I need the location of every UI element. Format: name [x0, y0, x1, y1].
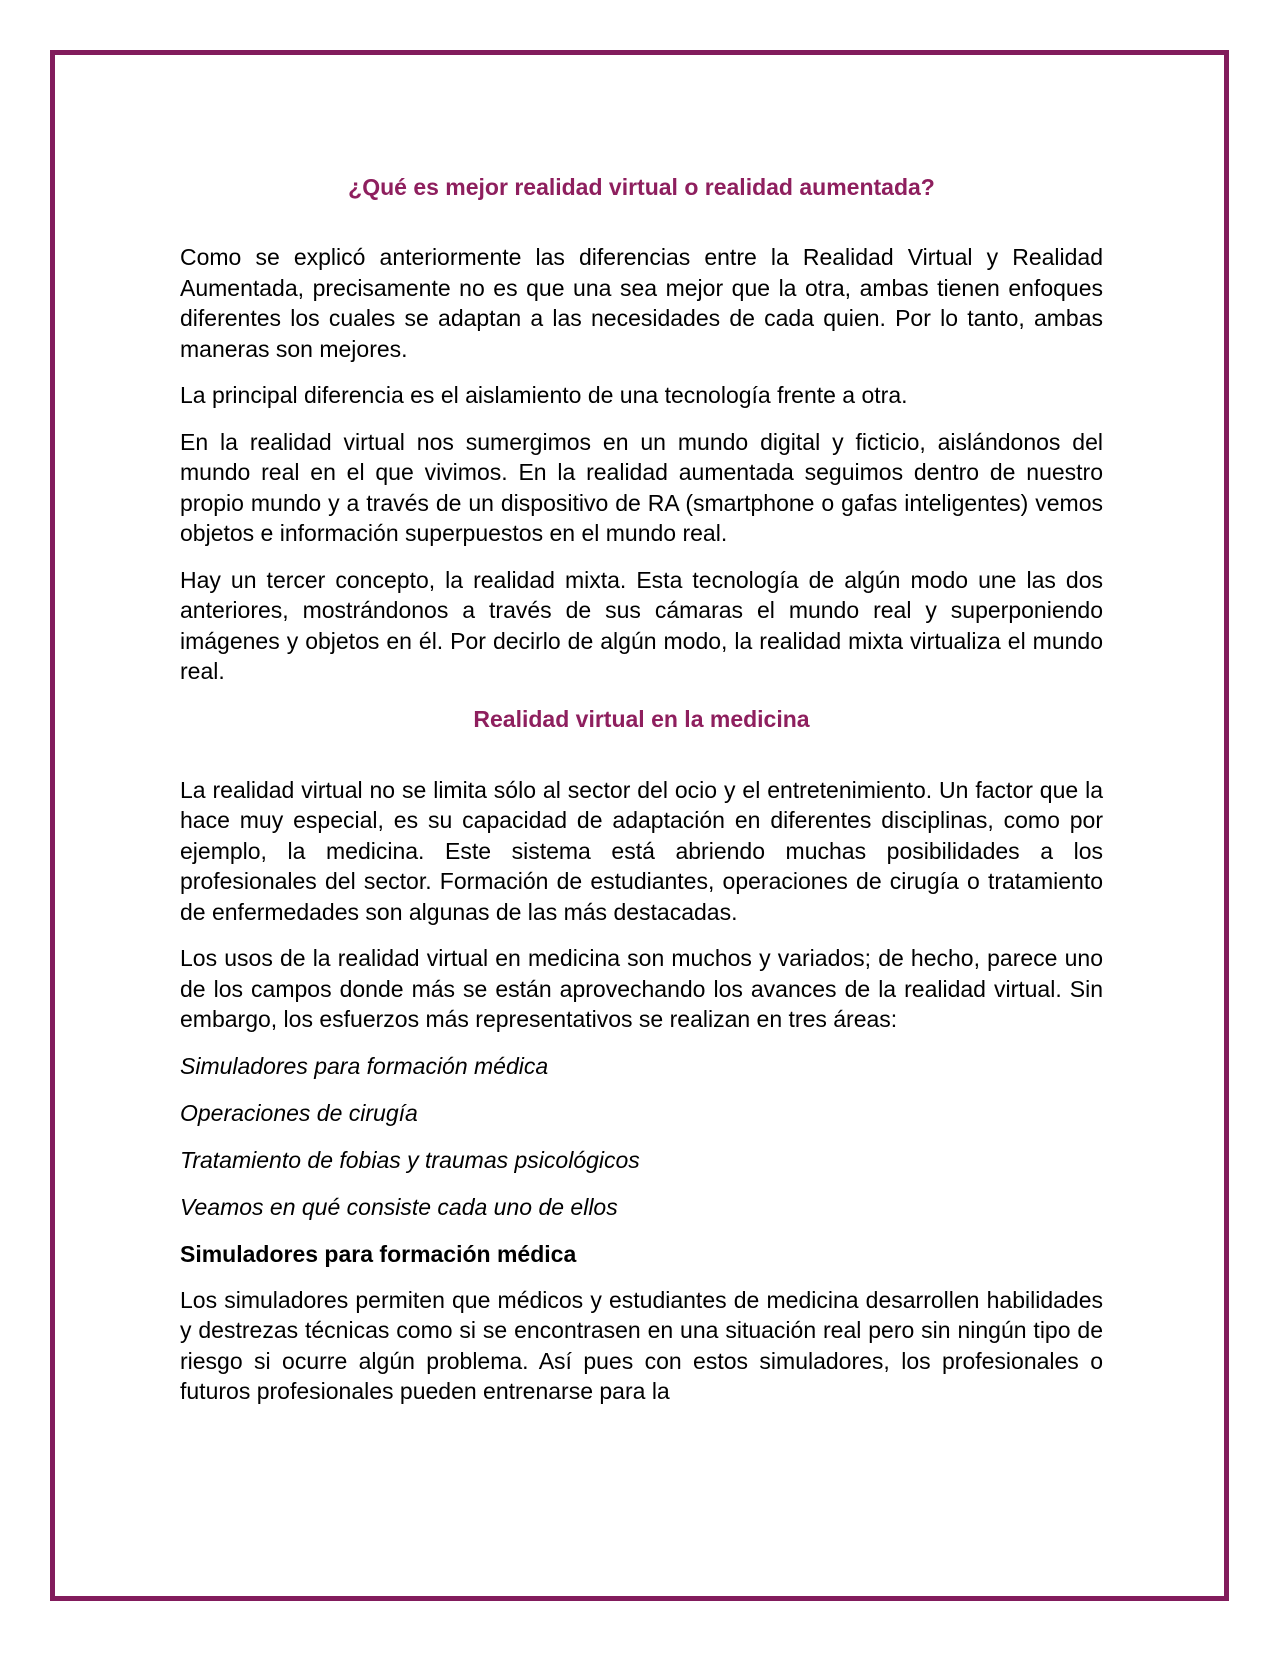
- paragraph-mixed-reality: Hay un tercer concepto, la realidad mixta. Esta tecnología de algún modo une las dos anteriores, mostrándonos a través de sus cámaras el mundo real y superponiendo imágenes y objetos en él. Por decirlo de algún modo, la realidad mixta virtualiza el mundo real.: [180, 566, 1103, 684]
- area-item: Simuladores para formación médica: [180, 1052, 549, 1079]
- paragraph-medicine-intro: La realidad virtual no se limita sólo al sector del ocio y el entretenimiento. Un factor que la hace muy especial, es su capacidad de adaptación en diferentes disciplinas, como por ejemplo, la medicina. Este sistema está abriendo muchas posibilidades a los profesionales del sector. Formación de estudiantes, operaciones de cirugía o tratamiento de enfermedades son algunas de las más destacadas.: [180, 776, 1103, 925]
- area-item: Tratamiento de fobias y traumas psicológicos: [180, 1146, 640, 1173]
- paragraph-vr-vs-ar: En la realidad virtual nos sumergimos en un mundo digital y ficticio, aislándonos del mundo real en el que vivimos. En la realidad aumentada seguimos dentro de nuestro propio mundo y a través de un dispositivo de RA (smartphone o gafas inteligentes) vemos objetos e información superpuestos en el mundo real.: [180, 428, 1103, 546]
- section-heading-medicine: Realidad virtual en la medicina: [473, 705, 810, 732]
- paragraph-main-difference: La principal diferencia es el aislamiento de una tecnología frente a otra.: [180, 382, 908, 408]
- paragraph-simulators: Los simuladores permiten que médicos y estudiantes de medicina desarrollen habilidades y destrezas técnicas como si se encontrasen en una situación real pero sin ningún tipo de riesgo si ocurre algún problema. Así pues con estos simuladores, los profesionales o futuros profesionales pueden entrenarse para la: [180, 1286, 1103, 1404]
- area-item: Operaciones de cirugía: [180, 1099, 418, 1126]
- document-title: ¿Qué es mejor realidad virtual o realidad aumentada?: [348, 174, 935, 200]
- document-body: [180, 171, 1103, 1423]
- paragraph-medicine-uses: Los usos de la realidad virtual en medicina son muchos y variados; de hecho, parece uno de los campos donde más se están aprovechando los avances de la realidad virtual. Sin embargo, los esfuerzos más representativos se realizan en tres áreas:: [180, 945, 1103, 1032]
- area-item: Veamos en qué consiste cada uno de ellos: [180, 1193, 618, 1220]
- subsection-heading-simulators: Simuladores para formación médica: [180, 1240, 577, 1267]
- paragraph-comparison: Como se explicó anteriormente las diferencias entre la Realidad Virtual y Realidad Aumentada, precisamente no es que una sea mejor que la otra, ambas tienen enfoques diferentes los cuales se adaptan a las necesidades de cada quien. Por lo tanto, ambas maneras son mejores.: [180, 244, 1103, 362]
